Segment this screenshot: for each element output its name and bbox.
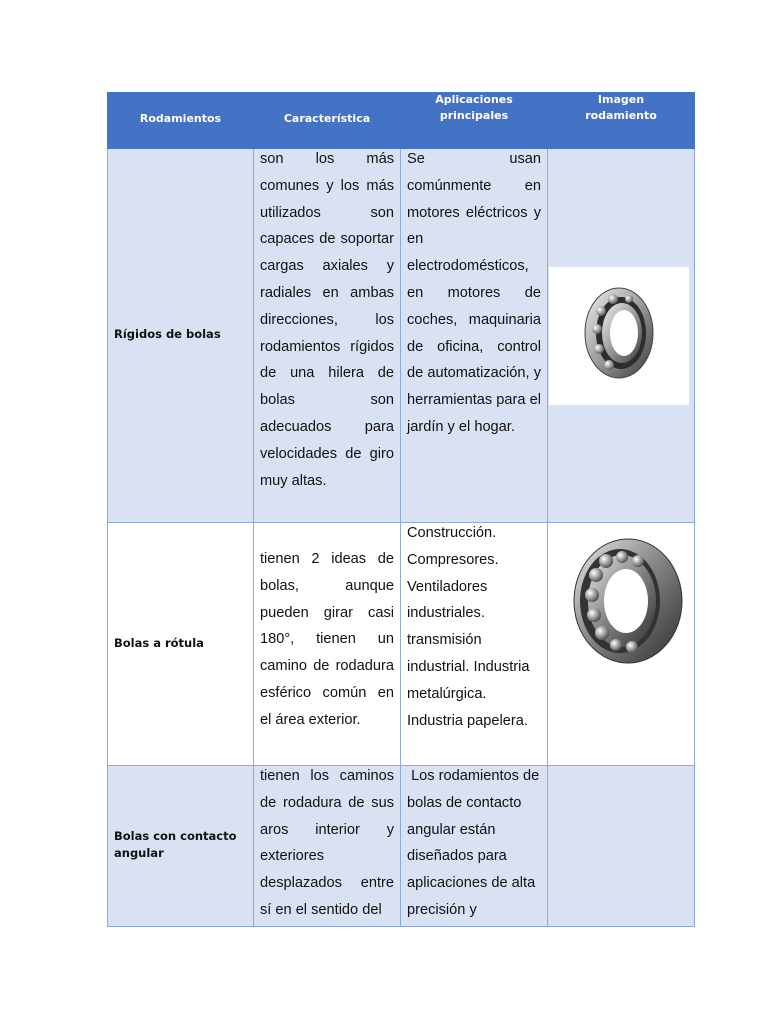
table-header-row (107, 92, 695, 149)
imagen-cell (548, 149, 695, 523)
header-imagen: Imagen rodamiento (585, 93, 657, 122)
self-aligning-ball-bearing-image (568, 535, 690, 669)
table-row (107, 523, 695, 766)
imagen-cell (548, 523, 695, 766)
caracteristica-cell (254, 766, 401, 927)
imagen-cell (548, 766, 695, 927)
aplicaciones-cell (401, 766, 548, 927)
header-cell-imagen (548, 92, 695, 149)
caracteristica-text: tienen 2 ideas de bolas, aunque pueden girar casi 180°, tienen un camino de rodadura esférico común en el área exterior. (260, 551, 394, 728)
header-cell-aplicaciones (401, 92, 548, 149)
aplicaciones-text: Los rodamientos de bolas de contacto angular están diseñados para aplicaciones de alta precisión y (407, 768, 544, 918)
row-label-cell (107, 766, 254, 927)
caracteristica-cell (254, 523, 401, 766)
row-label: Bolas con contacto angular (114, 829, 237, 860)
aplicaciones-cell (401, 149, 548, 523)
caracteristica-cell (254, 149, 401, 523)
header-aplicaciones: Aplicaciones principales (435, 93, 513, 122)
deep-groove-ball-bearing-image (549, 267, 689, 405)
table-row (107, 149, 695, 523)
header-cell-rodamientos (107, 92, 254, 149)
table-row (107, 766, 695, 927)
header-cell-caracteristica (254, 92, 401, 149)
row-label: Rígidos de bolas (114, 327, 221, 341)
caracteristica-text: tienen los caminos de rodadura de sus aros interior y exteriores desplazados entre sí en el sentido del (260, 768, 394, 918)
aplicaciones-text: Construcción. Compresores. Ventiladores industriales. transmisión industrial. Industria metalúrgica. Industria papelera. (407, 525, 530, 729)
row-label: Bolas a rótula (114, 636, 204, 650)
caracteristica-text: son los más comunes y los más utilizados son capaces de soportar cargas axiales y radiales en ambas direcciones, los rodamientos rígidos de una hilera de bolas son adecuados para velocidades de giro muy altas. (260, 151, 394, 489)
row-label-cell (107, 523, 254, 766)
header-caracteristica: Característica (283, 112, 371, 125)
aplicaciones-text: Se usan comúnmente en motores eléctricos y en electrodomésticos, en motores de coches, maquinaria de oficina, control de automatización, y herramientas para el jardín y el hogar. (407, 151, 541, 435)
header-rodamientos: Rodamientos (139, 112, 222, 125)
row-label-cell (107, 149, 254, 523)
aplicaciones-cell (401, 523, 548, 766)
